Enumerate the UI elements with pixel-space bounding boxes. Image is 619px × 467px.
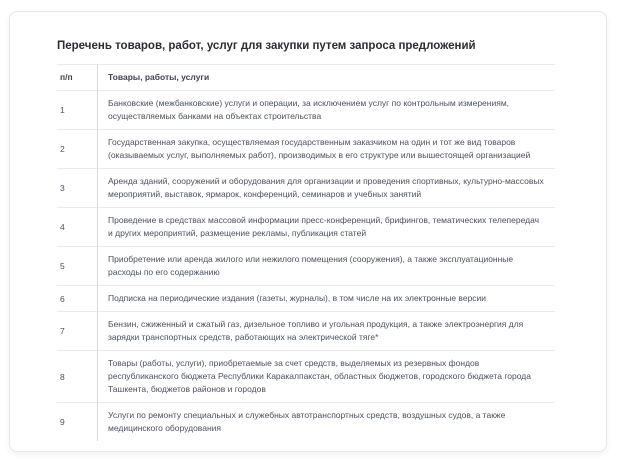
table-row xyxy=(57,312,555,351)
content-card xyxy=(9,11,607,452)
row-description: Банковские (межбанковские) услуги и операции, за исключением услуг по контрольным измерениям, осуществляемых банками на объектах строительства xyxy=(108,98,510,121)
row-number: 1 xyxy=(57,91,98,130)
table-row xyxy=(57,403,555,442)
row-description: Бензин, сжиженный и сжатый газ, дизельное топливо и угольная продукция, а также электроэнергия для зарядки транспортных средств, работающих на электрической тяге* xyxy=(108,319,524,342)
page-title: Перечень товаров, работ, услуг для закупки путем запроса предложений xyxy=(57,40,476,52)
row-description: Государственная закупка, осуществляемая государственным заказчиком на один и тот же вид товаров (оказываемых услуг, выполняемых работ), производимых в его структуре или вышестоящей организацией xyxy=(108,137,531,160)
row-description: Подписка на периодические издания (газеты, журналы), в том числе на их электронные версии xyxy=(108,293,487,303)
row-number: 5 xyxy=(57,247,98,286)
table-row xyxy=(57,130,555,169)
procurement-items-table xyxy=(57,64,555,441)
table-header xyxy=(57,65,555,91)
row-description: Услуги по ремонту специальных и служебных автотранспортных средств, воздушных судов, а также медицинского оборудования xyxy=(108,410,506,433)
row-number: 4 xyxy=(57,208,98,247)
row-number: 9 xyxy=(57,403,98,442)
row-description: Приобретение или аренда жилого или нежилого помещения (сооружения), а также эксплуатационные расходы по его содержанию xyxy=(108,254,514,277)
table-row xyxy=(57,169,555,208)
row-number: 6 xyxy=(57,286,98,312)
table-row xyxy=(57,247,555,286)
row-number: 2 xyxy=(57,130,98,169)
row-number: 3 xyxy=(57,169,98,208)
row-number: 7 xyxy=(57,312,98,351)
row-description: Проведение в средствах массовой информации пресс-конференций, брифингов, тематических телепередач и других мероприятий, размещение рекламы, публикация статей xyxy=(108,215,540,238)
table-row xyxy=(57,286,555,312)
column-header-number: п/п xyxy=(57,65,98,91)
table-body xyxy=(57,91,555,442)
row-description: Аренда зданий, сооружений и оборудования для организации и проведения спортивных, культурно-массовых мероприятий, выставок, ярмарок, конференций, семинаров и учебных занятий xyxy=(108,176,544,199)
row-number: 8 xyxy=(57,351,98,403)
table-header-row xyxy=(57,65,555,91)
row-description: Товары (работы, услуги), приобретаемые за счет средств, выделяемых из резервных фондов республиканского бюджета Республики Каракалпакстан, областных бюджетов, городского бюджета города Ташкента, бюджетов районов и городов xyxy=(108,358,531,394)
table-row xyxy=(57,208,555,247)
column-header-description: Товары, работы, услуги xyxy=(108,72,210,82)
table-row xyxy=(57,351,555,403)
table-row xyxy=(57,91,555,130)
